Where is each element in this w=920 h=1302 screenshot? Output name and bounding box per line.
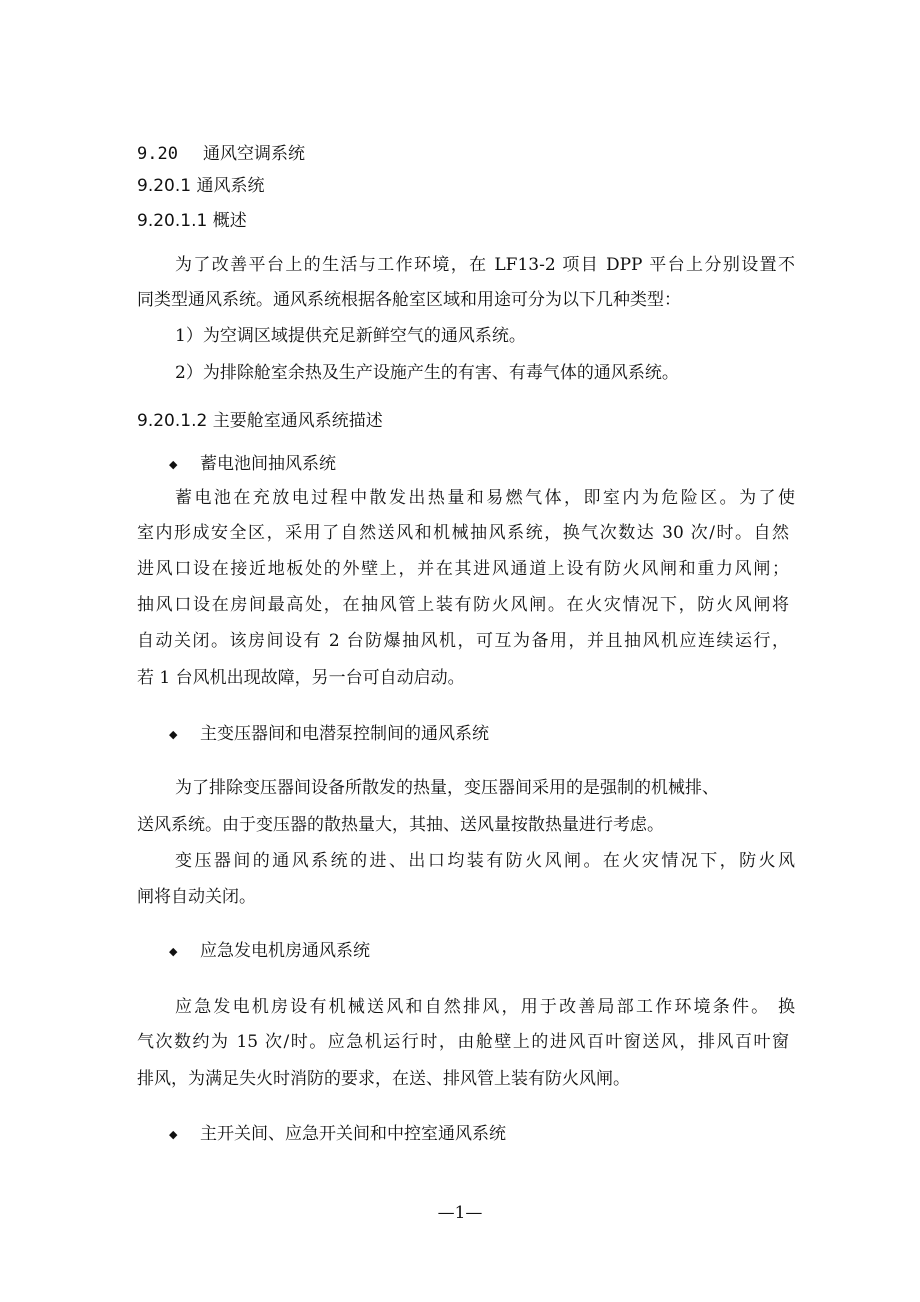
overview-item-1: 1）为空调区域提供充足新鲜空气的通风系统。 xyxy=(175,326,526,346)
generator-room-title: 应急发电机房通风系统 xyxy=(200,941,370,961)
bullet-icon: ◆ xyxy=(169,1128,178,1141)
overview-line-2: 同类型通风系统。通风系统根据各舱室区域和用途可分为以下几种类型： xyxy=(137,290,681,310)
bullet-icon: ◆ xyxy=(169,458,178,471)
battery-line-4: 抽风口设在房间最高处，在抽风管上装有防火风闸。在火灾情况下，防火风闸将 xyxy=(137,595,789,615)
section-number-9-20: 9.20 xyxy=(137,144,178,164)
battery-line-6: 若 1 台风机出现故障，另一台可自动启动。 xyxy=(137,668,465,688)
heading-9-20-1-2: 9.20.1.2 主要舱室通风系统描述 xyxy=(137,411,383,431)
generator-line-1: 应急发电机房设有机械送风和自然排风，用于改善局部工作环境条件。 换 xyxy=(175,997,795,1017)
battery-room-title: 蓄电池间抽风系统 xyxy=(200,454,336,474)
bullet-icon: ◆ xyxy=(169,945,178,958)
heading-9-20-1: 9.20.1 通风系统 xyxy=(137,176,265,196)
transformer-line-3: 变压器间的通风系统的进、出口均装有防火风闸。在火灾情况下，防火风 xyxy=(175,851,795,871)
overview-item-2: 2）为排除舱室余热及生产设施产生的有害、有毒气体的通风系统。 xyxy=(175,363,679,383)
transformer-line-2: 送风系统。由于变压器的散热量大，其抽、送风量按散热量进行考虑。 xyxy=(137,815,664,835)
section-title-ventilation-ac: 通风空调系统 xyxy=(203,144,305,164)
battery-line-5: 自动关闭。该房间设有 2 台防爆抽风机，可互为备用，并且抽风机应连续运行， xyxy=(137,631,789,651)
transformer-room-title: 主变压器间和电潜泵控制间的通风系统 xyxy=(200,724,489,744)
switchgear-room-title: 主开关间、应急开关间和中控室通风系统 xyxy=(200,1124,506,1144)
generator-line-3: 排风，为满足失火时消防的要求，在送、排风管上装有防火风闸。 xyxy=(137,1069,630,1089)
transformer-line-4: 闸将自动关闭。 xyxy=(137,887,256,907)
transformer-line-1: 为了排除变压器间设备所散发的热量，变压器间采用的是强制的机械排、 xyxy=(175,778,719,798)
heading-9-20-1-1: 9.20.1.1 概述 xyxy=(137,211,247,231)
overview-line-1: 为了改善平台上的生活与工作环境，在 LF13-2 项目 DPP 平台上分别设置不 xyxy=(175,255,795,275)
battery-line-1: 蓄电池在充放电过程中散发出热量和易燃气体，即室内为危险区。为了使 xyxy=(175,488,795,508)
battery-line-2: 室内形成安全区，采用了自然送风和机械抽风系统，换气次数达 30 次/时。自然 xyxy=(137,523,789,543)
page-number: —1— xyxy=(437,1203,483,1223)
bullet-icon: ◆ xyxy=(169,728,178,741)
generator-line-2: 气次数约为 15 次/时。应急机运行时，由舱壁上的进风百叶窗送风，排风百叶窗 xyxy=(137,1032,789,1052)
battery-line-3: 进风口设在接近地板处的外壁上，并在其进风通道上设有防火风闸和重力风闸； xyxy=(137,559,789,579)
